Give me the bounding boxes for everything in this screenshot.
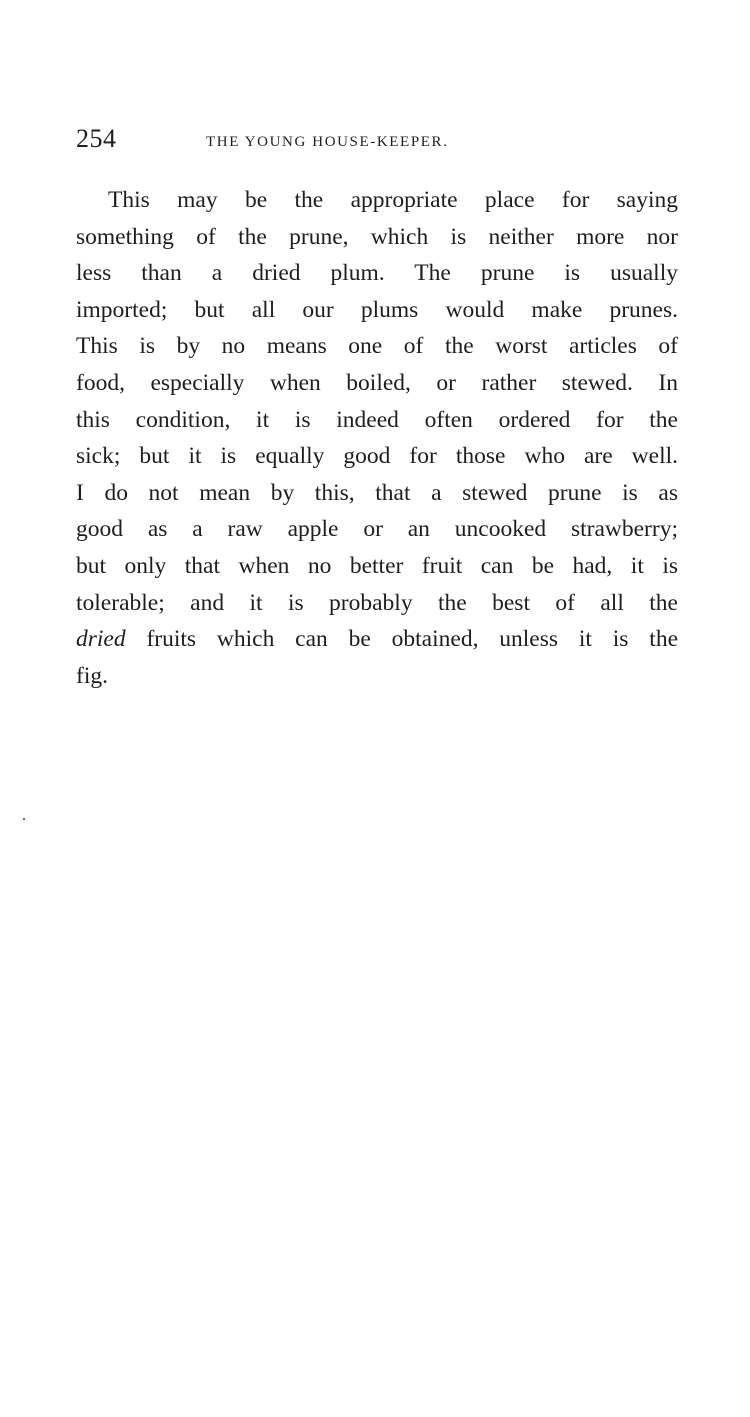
running-title: THE YOUNG HOUSE-KEEPER. [206, 134, 449, 150]
text-line: sick; but it is equally good for those who are well. [76, 443, 678, 470]
scan-speck [23, 818, 25, 820]
text-line-last: fig. [76, 662, 108, 689]
text-line: This is by no means one of the worst articles of [76, 333, 678, 360]
text-line [76, 621, 678, 658]
text-line: good as a raw apple or an uncooked strawberry; [76, 516, 678, 543]
text-line: I do not mean by this, that a stewed prune is as [76, 479, 678, 506]
page-number: 254 [76, 124, 117, 153]
body-paragraph [76, 182, 678, 694]
text-line: something of the prune, which is neither more nor [76, 223, 678, 250]
text-line: This may be the appropriate place for saying [108, 187, 678, 213]
text-line: imported; but all our plums would make prunes. [76, 296, 678, 323]
text-line-rest: fruits which can be obtained, unless it is the [125, 626, 678, 653]
text-line: tolerable; and it is probably the best of all the [76, 589, 678, 616]
italic-word: dried [76, 626, 126, 653]
text-line: but only that when no better fruit can be had, it is [76, 552, 678, 579]
text-line: food, especially when boiled, or rather stewed. In [76, 369, 678, 396]
running-head [76, 124, 676, 160]
text-line: less than a dried plum. The prune is usually [76, 260, 678, 287]
text-line: this condition, it is indeed often ordered for the [76, 406, 678, 433]
